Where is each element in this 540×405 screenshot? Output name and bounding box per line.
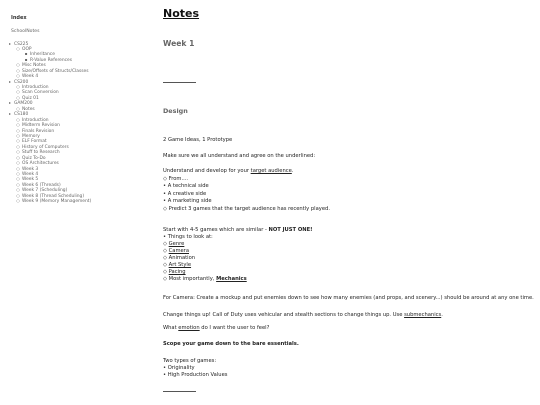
page-title: Notes <box>163 7 200 20</box>
bullet-icon: ▪ <box>24 56 28 62</box>
sidebar-item-label: Week 4 <box>22 172 39 177</box>
index-link[interactable]: Index <box>11 15 27 21</box>
sidebar-item-label: Quiz 01 <box>22 95 39 101</box>
sidebar-tree <box>0 41 140 204</box>
paragraph-types: Two types of games: <box>163 357 217 364</box>
sidebar-item-label: ELF Format <box>22 139 47 145</box>
paragraph-scope: Scope your game down to the bare essentials. <box>163 341 299 347</box>
list-item <box>163 262 191 268</box>
change-end: . <box>441 311 443 318</box>
list-item: • A technical side <box>163 183 209 189</box>
start-text: Start with 4-5 games which are similar - <box>163 227 269 233</box>
list-item <box>163 269 186 275</box>
sidebar-item-label: History of Computers <box>22 144 69 150</box>
list-item: • A creative side <box>163 190 207 197</box>
list-item: • A marketing side <box>163 198 212 204</box>
sidebar-item[interactable] <box>0 198 140 203</box>
emotion-link[interactable]: emotion <box>178 325 200 331</box>
list-bullet: ◇ <box>163 262 169 268</box>
bullet-icon: ○ <box>16 105 20 111</box>
bullet-icon: ▸ <box>8 78 11 84</box>
sidebar-item-label: OS Architectures <box>22 161 59 167</box>
sidebar-item-label: Week 7 (Scheduling) <box>22 188 68 194</box>
sidebar <box>0 0 140 405</box>
sidebar-item-label: CS180 <box>14 112 29 118</box>
sidebar-item-label: Notes <box>22 106 35 112</box>
sidebar-item-label: Midterm Revision <box>22 123 60 129</box>
sidebar-item-label: Stuff to Research <box>22 150 60 156</box>
sidebar-item-label: Quiz To-Do <box>22 155 46 161</box>
bullet-icon: ○ <box>16 160 20 166</box>
list-bullet: ◇ <box>163 255 169 261</box>
bullet-icon: ○ <box>16 84 20 89</box>
bullet-icon: ○ <box>16 116 20 122</box>
sidebar-item-label: Memory <box>22 133 40 139</box>
animation-text: Animation <box>168 255 196 261</box>
sidebar-item-label: Misc Notes <box>22 63 46 69</box>
list-item <box>163 241 184 247</box>
sidebar-item-label: Week 9 (Memory Management) <box>22 199 92 205</box>
paragraph-agree: Make sure we all understand and agree on the underlined: <box>163 153 316 159</box>
understand-end: . <box>291 168 294 174</box>
bullet-icon: ▸ <box>8 40 11 46</box>
target-audience-link[interactable]: target audience <box>250 168 292 174</box>
sidebar-item-label: CS200 <box>14 79 29 85</box>
list-item: • Things to look at: <box>163 234 213 240</box>
bullet-icon: ○ <box>16 181 20 187</box>
bullet-icon: ○ <box>16 62 20 68</box>
bullet-icon: ○ <box>16 187 20 193</box>
bullet-icon: ○ <box>16 67 20 73</box>
bullet-icon: ○ <box>16 192 20 198</box>
submechanics-link[interactable]: submechanics <box>404 311 442 318</box>
start-emphasis: NOT JUST ONE! <box>268 227 313 233</box>
paragraph-change <box>163 312 443 318</box>
week-heading: Week 1 <box>163 39 195 48</box>
sidebar-item-label: Inheritance <box>30 52 55 58</box>
schoolnotes-link[interactable]: SchoolNotes <box>11 29 40 34</box>
design-heading: Design <box>163 107 188 115</box>
emotion-end: do I want the user to feel? <box>199 325 270 331</box>
paragraph-emotion <box>163 325 269 331</box>
sidebar-item-label: OOP <box>22 46 32 52</box>
sidebar-item-label: Week 5 <box>22 177 39 183</box>
list-item: ◇ Predict 3 games that the target audience has recently played. <box>163 205 330 212</box>
change-text: Change things up! Call of Duty uses vehicular and stealth sections to change things up. Use <box>163 311 405 318</box>
list-bullet: ◇ <box>163 241 169 247</box>
bullet-icon: ▪ <box>24 51 28 57</box>
paragraph-camera: For Camera: Create a mockup and put enemies down to see how many enemies (and props, and scenery...) should be around at any one time. <box>163 294 534 301</box>
bullet-icon: ○ <box>16 127 20 133</box>
list-item: • Originality <box>163 364 195 371</box>
bullet-icon: ○ <box>16 149 20 155</box>
sidebar-item-label: CS225 <box>14 41 29 47</box>
understand-text: Understand and develop for your <box>163 168 251 174</box>
bullet-icon: ○ <box>16 45 20 51</box>
pacing-link[interactable]: Pacing <box>168 269 186 275</box>
bullet-icon: ○ <box>16 143 20 149</box>
mechanics-link[interactable]: Mechanics <box>216 276 247 282</box>
sidebar-item-label: GAM200 <box>14 101 33 107</box>
list-item <box>163 255 195 261</box>
sidebar-item-label: Week 3 <box>22 166 39 172</box>
bullet-icon: ○ <box>16 122 20 128</box>
bullet-icon: ▸ <box>8 111 11 117</box>
sidebar-item-label: Week 8 (Thread Scheduling) <box>22 193 85 199</box>
bullet-icon: ○ <box>16 171 20 176</box>
sidebar-item-label: Finals Revision <box>22 128 55 134</box>
art-style-link[interactable]: Art Style <box>168 262 192 268</box>
list-item: • High Production Values <box>163 371 228 378</box>
list-bullet: ◇ <box>163 269 169 275</box>
bullet-icon: ▸ <box>8 100 11 106</box>
bullet-icon: ○ <box>16 165 20 171</box>
sidebar-item-label: Introduction <box>22 117 49 123</box>
sidebar-item-label: Introduction <box>22 85 49 90</box>
divider <box>163 391 196 392</box>
paragraph-start <box>163 227 313 233</box>
list-item <box>163 276 247 282</box>
sidebar-item-label: R-Value References <box>30 57 73 63</box>
most-important-text: ◇ Most importantly, <box>163 276 217 282</box>
divider <box>163 82 196 83</box>
camera-link[interactable]: Camera <box>168 248 189 254</box>
bullet-icon: ○ <box>16 176 20 182</box>
sidebar-item-label: Scan Conversion <box>22 90 59 96</box>
sidebar-item-label: Week 4 <box>22 74 39 80</box>
bullet-icon: ○ <box>16 94 20 100</box>
sidebar-item-label: Week 6 (Threads) <box>22 182 61 188</box>
sidebar-item-label: Size/Offsets of Structs/Classes <box>22 68 89 74</box>
bullet-icon: ○ <box>16 89 20 95</box>
bullet-icon: ○ <box>16 198 20 204</box>
list-item: ◇ From.... <box>163 175 189 182</box>
emotion-text: What <box>163 325 179 331</box>
list-bullet: ◇ <box>163 248 169 254</box>
main-content <box>163 0 533 405</box>
list-item <box>163 248 189 254</box>
bullet-icon: ○ <box>16 73 20 79</box>
bullet-icon: ○ <box>16 132 20 138</box>
paragraph-prototype: 2 Game Ideas, 1 Prototype <box>163 137 233 143</box>
genre-link[interactable]: Genre <box>168 241 185 247</box>
bullet-icon: ○ <box>16 138 20 144</box>
paragraph-understand <box>163 168 293 174</box>
bullet-icon: ○ <box>16 154 20 160</box>
